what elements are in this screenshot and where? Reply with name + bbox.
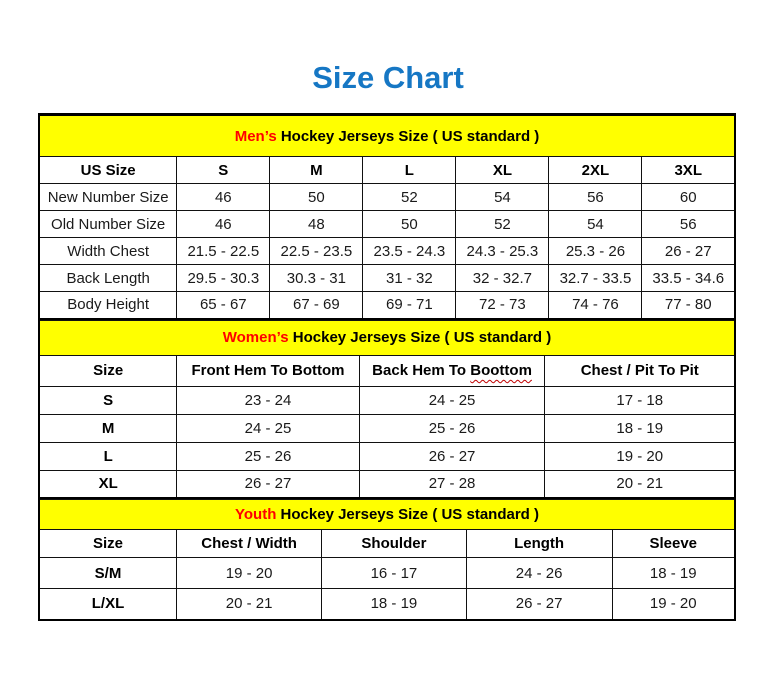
data-cell: 24 - 25 [177, 414, 359, 442]
column-header: Sleeve [612, 530, 735, 558]
mens-section-banner [39, 115, 735, 157]
data-cell: 19 - 20 [545, 442, 735, 470]
section-banner-highlight: Women’s [222, 329, 289, 346]
column-header: 3XL [642, 157, 735, 184]
data-cell: 72 - 73 [456, 292, 549, 319]
youth-section-banner [39, 500, 735, 530]
column-header: S [177, 157, 270, 184]
data-cell: 26 - 27 [642, 238, 735, 265]
row-label: S/M [39, 558, 177, 589]
table-row [39, 386, 735, 414]
section-banner-highlight: Men’s [234, 127, 277, 145]
section-banner-highlight: Youth [235, 506, 277, 523]
row-label: New Number Size [39, 184, 177, 211]
column-header: Front Hem To Bottom [177, 355, 359, 386]
data-cell: 54 [456, 184, 549, 211]
row-label: L [39, 442, 177, 470]
table-row [39, 442, 735, 470]
data-cell: 50 [363, 211, 456, 238]
table-row [39, 211, 735, 238]
data-cell: 46 [177, 211, 270, 238]
data-cell: 24 - 26 [466, 558, 612, 589]
data-cell: 29.5 - 30.3 [177, 265, 270, 292]
data-cell: 50 [270, 184, 363, 211]
misspelled-word: Boottom [470, 362, 532, 379]
data-cell: 20 - 21 [545, 470, 735, 498]
table-row [39, 184, 735, 211]
data-cell: 19 - 20 [177, 558, 322, 589]
data-cell: 19 - 20 [612, 589, 735, 620]
row-label: L/XL [39, 589, 177, 620]
column-header: Back Hem To Boottom [359, 355, 545, 386]
row-label: Body Height [39, 292, 177, 319]
data-cell: 30.3 - 31 [270, 265, 363, 292]
data-cell: 74 - 76 [549, 292, 642, 319]
data-cell: 32 - 32.7 [456, 265, 549, 292]
column-header: Size [39, 530, 177, 558]
row-label: Old Number Size [39, 211, 177, 238]
data-cell: 21.5 - 22.5 [177, 238, 270, 265]
data-cell: 23 - 24 [177, 386, 359, 414]
data-cell: 69 - 71 [363, 292, 456, 319]
row-label: M [39, 414, 177, 442]
data-cell: 67 - 69 [270, 292, 363, 319]
data-cell: 26 - 27 [466, 589, 612, 620]
column-header: Chest / Pit To Pit [545, 355, 735, 386]
page-title: Size Chart [312, 60, 464, 95]
row-label: Back Length [39, 265, 177, 292]
column-header: L [363, 157, 456, 184]
table-row [39, 265, 735, 292]
data-cell: 56 [549, 184, 642, 211]
data-cell: 22.5 - 23.5 [270, 238, 363, 265]
data-cell: 54 [549, 211, 642, 238]
data-cell: 23.5 - 24.3 [363, 238, 456, 265]
data-cell: 16 - 17 [322, 558, 466, 589]
data-cell: 25.3 - 26 [549, 238, 642, 265]
data-cell: 25 - 26 [177, 442, 359, 470]
column-header: US Size [39, 157, 177, 184]
table-row [39, 238, 735, 265]
data-cell: 65 - 67 [177, 292, 270, 319]
data-cell: 17 - 18 [545, 386, 735, 414]
data-cell: 32.7 - 33.5 [549, 265, 642, 292]
table-row [39, 558, 735, 589]
data-cell: 31 - 32 [363, 265, 456, 292]
data-cell: 33.5 - 34.6 [642, 265, 735, 292]
section-banner-text: Hockey Jerseys Size ( US standard ) [276, 506, 539, 523]
data-cell: 48 [270, 211, 363, 238]
column-header: 2XL [549, 157, 642, 184]
section-banner-text: Hockey Jerseys Size ( US standard ) [276, 127, 540, 145]
data-cell: 26 - 27 [359, 442, 545, 470]
data-cell: 52 [363, 184, 456, 211]
data-cell: 26 - 27 [177, 470, 359, 498]
data-cell: 60 [642, 184, 735, 211]
row-label: Width Chest [39, 238, 177, 265]
data-cell: 77 - 80 [642, 292, 735, 319]
mens-size-table [38, 113, 736, 320]
size-chart-tables [38, 113, 736, 621]
data-cell: 56 [642, 211, 735, 238]
data-cell: 24.3 - 25.3 [456, 238, 549, 265]
table-row [39, 414, 735, 442]
column-header: Shoulder [322, 530, 466, 558]
data-cell: 25 - 26 [359, 414, 545, 442]
column-header: Size [39, 355, 177, 386]
data-cell: 24 - 25 [359, 386, 545, 414]
womens-size-table [38, 320, 736, 500]
column-header: M [270, 157, 363, 184]
data-cell: 18 - 19 [545, 414, 735, 442]
table-row [39, 292, 735, 319]
section-banner-text: Hockey Jerseys Size ( US standard ) [288, 329, 552, 346]
youth-size-table [38, 499, 736, 621]
data-cell: 52 [456, 211, 549, 238]
data-cell: 18 - 19 [612, 558, 735, 589]
column-header: Length [466, 530, 612, 558]
column-header: Chest / Width [177, 530, 322, 558]
table-row [39, 589, 735, 620]
data-cell: 27 - 28 [359, 470, 545, 498]
row-label: XL [39, 470, 177, 498]
column-header: XL [456, 157, 549, 184]
data-cell: 46 [177, 184, 270, 211]
data-cell: 20 - 21 [177, 589, 322, 620]
table-row [39, 470, 735, 498]
womens-section-banner [39, 320, 735, 355]
data-cell: 18 - 19 [322, 589, 466, 620]
row-label: S [39, 386, 177, 414]
